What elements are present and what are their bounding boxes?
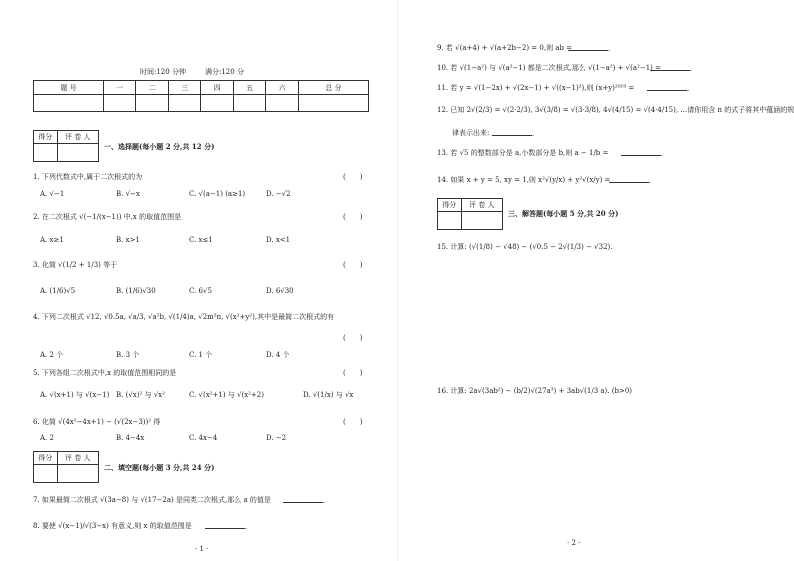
section-solve-title: 三、解答题(每小题 5 分,共 20 分) bbox=[508, 209, 619, 218]
option-c: C. x≤1 bbox=[189, 236, 213, 244]
question-15: 15. 计算: (√(1/8) − √48) − (√0.5 − 2√(1/3) − √32). bbox=[437, 243, 613, 251]
option-d: D. x<1 bbox=[266, 236, 291, 244]
question-7: 7. 如果最简二次根式 √(3a−8) 与 √(17−2a) 是同类二次根式,那么 a 的值是 bbox=[33, 496, 271, 504]
question-12-cont: 律表示出来: bbox=[452, 129, 490, 137]
score-cell bbox=[34, 95, 104, 112]
option-c: C. √(x²+1) 与 √(x²+2) bbox=[189, 391, 264, 399]
grader-name-label: 评 卷 人 bbox=[57, 452, 98, 465]
grader-cell bbox=[34, 144, 58, 162]
answer-bracket: ( ) bbox=[343, 173, 363, 181]
exam-time: 时间:120 分钟 bbox=[140, 68, 186, 76]
score-table-header: 六 bbox=[266, 81, 298, 95]
answer-bracket: ( ) bbox=[343, 334, 363, 342]
section-fill-title: 二、填空题(每小题 3 分,共 24 分) bbox=[104, 463, 215, 472]
score-table-header: 五 bbox=[233, 81, 265, 95]
score-cell bbox=[233, 95, 265, 112]
option-d: D. −√2 bbox=[266, 190, 291, 198]
option-c: C. √(a−1) (a≥1) bbox=[189, 190, 246, 198]
option-a: A. √(x+1) 与 √(x−1) bbox=[40, 391, 110, 399]
grader-score-label: 得分 bbox=[438, 199, 462, 212]
answer-blank[interactable]: . bbox=[647, 84, 689, 93]
page-number-1: · 1 · bbox=[195, 545, 209, 553]
option-b: B. 3 个 bbox=[116, 351, 140, 359]
option-b: B. (1/6)√30 bbox=[116, 287, 156, 295]
question-2: 2. 在二次根式 √(−1/(x−1)) 中,x 的取值范围是 bbox=[33, 213, 182, 221]
score-cell bbox=[104, 95, 136, 112]
answer-blank[interactable]: . bbox=[205, 522, 247, 531]
option-a: A. 2 bbox=[40, 434, 54, 442]
answer-blank[interactable]: . bbox=[492, 129, 534, 138]
score-table bbox=[33, 80, 369, 112]
score-table-header: 题 号 bbox=[34, 81, 104, 95]
answer-bracket: ( ) bbox=[343, 418, 363, 426]
score-cell bbox=[298, 95, 368, 112]
answer-bracket: ( ) bbox=[343, 213, 363, 221]
answer-blank[interactable]: . bbox=[650, 64, 692, 73]
option-c: C. 6√5 bbox=[189, 287, 212, 295]
option-a: A. √−1 bbox=[40, 190, 65, 198]
option-d: D. −2 bbox=[266, 434, 287, 442]
option-b: B. 4−4x bbox=[116, 434, 145, 442]
question-13: 13. 若 √5 的整数部分是 a,小数部分是 b,则 a − 1/b = bbox=[437, 149, 609, 157]
option-b: B. (√x)² 与 √x² bbox=[116, 391, 165, 399]
question-16: 16. 计算: 2a√(3ab²) − (b/2)√(27a³) + 3ab√(1/3 a). (b>0) bbox=[437, 387, 633, 395]
grader-box bbox=[33, 451, 99, 483]
section-choice-title: 一、选择题(每小题 2 分,共 12 分) bbox=[104, 142, 215, 151]
question-14: 14. 如果 x + y = 5, xy = 1,则 x²√(y/x) + y²√(x/y) = bbox=[437, 176, 611, 184]
score-table-header: 总 分 bbox=[298, 81, 368, 95]
answer-bracket: ( ) bbox=[343, 369, 363, 377]
question-6: 6. 化简 √(4x²−4x+1) − (√(2x−3))² 得 bbox=[33, 418, 161, 426]
question-10: 10. 若 √(1−a²) 与 √(a²−1) 都是二次根式,那么 √(1−a²) + √(a²−1) = bbox=[437, 64, 661, 72]
grader-box bbox=[33, 130, 99, 162]
answer-blank[interactable]: . bbox=[621, 149, 663, 158]
score-cell bbox=[201, 95, 233, 112]
question-9: 9. 若 √(a+4) + √(a+2b−2) = 0,则 ab = bbox=[437, 44, 573, 52]
option-d: D. 4 个 bbox=[266, 351, 290, 359]
option-a: A. x≥1 bbox=[40, 236, 64, 244]
question-4: 4. 下列二次根式 √12, √0.5a, √a/3, √a²b, √(1/4)a, √2m²n, √(x²+y²),其中是最简二次根式的有 bbox=[33, 313, 335, 321]
option-a: A. (1/6)√5 bbox=[40, 287, 76, 295]
grader-box bbox=[437, 198, 503, 230]
question-1: 1. 下列代数式中,属于二次根式的为 bbox=[33, 173, 143, 181]
question-5: 5. 下列各组二次根式中,x 的取值范围相同的是 bbox=[33, 369, 177, 377]
page-number-2: · 2 · bbox=[567, 539, 581, 547]
option-b: B. x>1 bbox=[116, 236, 140, 244]
exam-score: 满分:120 分 bbox=[205, 68, 244, 76]
question-3: 3. 化简 √(1/2 + 1/3) 等于 bbox=[33, 261, 118, 269]
option-a: A. 2 个 bbox=[40, 351, 64, 359]
score-table-header: 四 bbox=[201, 81, 233, 95]
grader-cell bbox=[34, 465, 58, 483]
option-d: D. 6√30 bbox=[266, 287, 294, 295]
grader-score-label: 得分 bbox=[34, 131, 58, 144]
answer-blank[interactable]: . bbox=[609, 176, 651, 185]
question-11: 11. 若 y = √(1−2x) + √(2x−1) + √((x−1)²),则 (x+y)²⁰¹⁹ = bbox=[437, 84, 635, 92]
score-cell bbox=[168, 95, 200, 112]
answer-bracket: ( ) bbox=[343, 261, 363, 269]
grader-cell bbox=[438, 212, 462, 230]
score-table-header: 一 bbox=[104, 81, 136, 95]
grader-name-label: 评 卷 人 bbox=[461, 199, 502, 212]
grader-cell bbox=[461, 212, 502, 230]
option-c: C. 1 个 bbox=[189, 351, 213, 359]
option-c: C. 4x−4 bbox=[189, 434, 218, 442]
grader-cell bbox=[57, 144, 98, 162]
option-b: B. √−x bbox=[116, 190, 140, 198]
grader-score-label: 得分 bbox=[34, 452, 58, 465]
score-cell bbox=[136, 95, 168, 112]
score-table-header: 二 bbox=[136, 81, 168, 95]
answer-blank[interactable]: . bbox=[568, 44, 610, 53]
question-12: 12. 已知 2√(2/3) = √(2·2/3), 3√(3/8) = √(3·3/8), 4√(4/15) = √(4·4/15), …请你用含 n 的式子将其中蕴涵的规 bbox=[437, 106, 794, 114]
answer-blank[interactable]: . bbox=[283, 496, 325, 505]
grader-name-label: 评 卷 人 bbox=[57, 131, 98, 144]
question-8: 8. 要使 √(x−1)/√(3−x) 有意义,则 x 的取值范围是 bbox=[33, 522, 192, 530]
page-divider bbox=[397, 0, 398, 561]
option-d: D. √(1/x) 与 √x bbox=[303, 391, 354, 399]
score-table-header: 三 bbox=[168, 81, 200, 95]
grader-cell bbox=[57, 465, 98, 483]
score-cell bbox=[266, 95, 298, 112]
